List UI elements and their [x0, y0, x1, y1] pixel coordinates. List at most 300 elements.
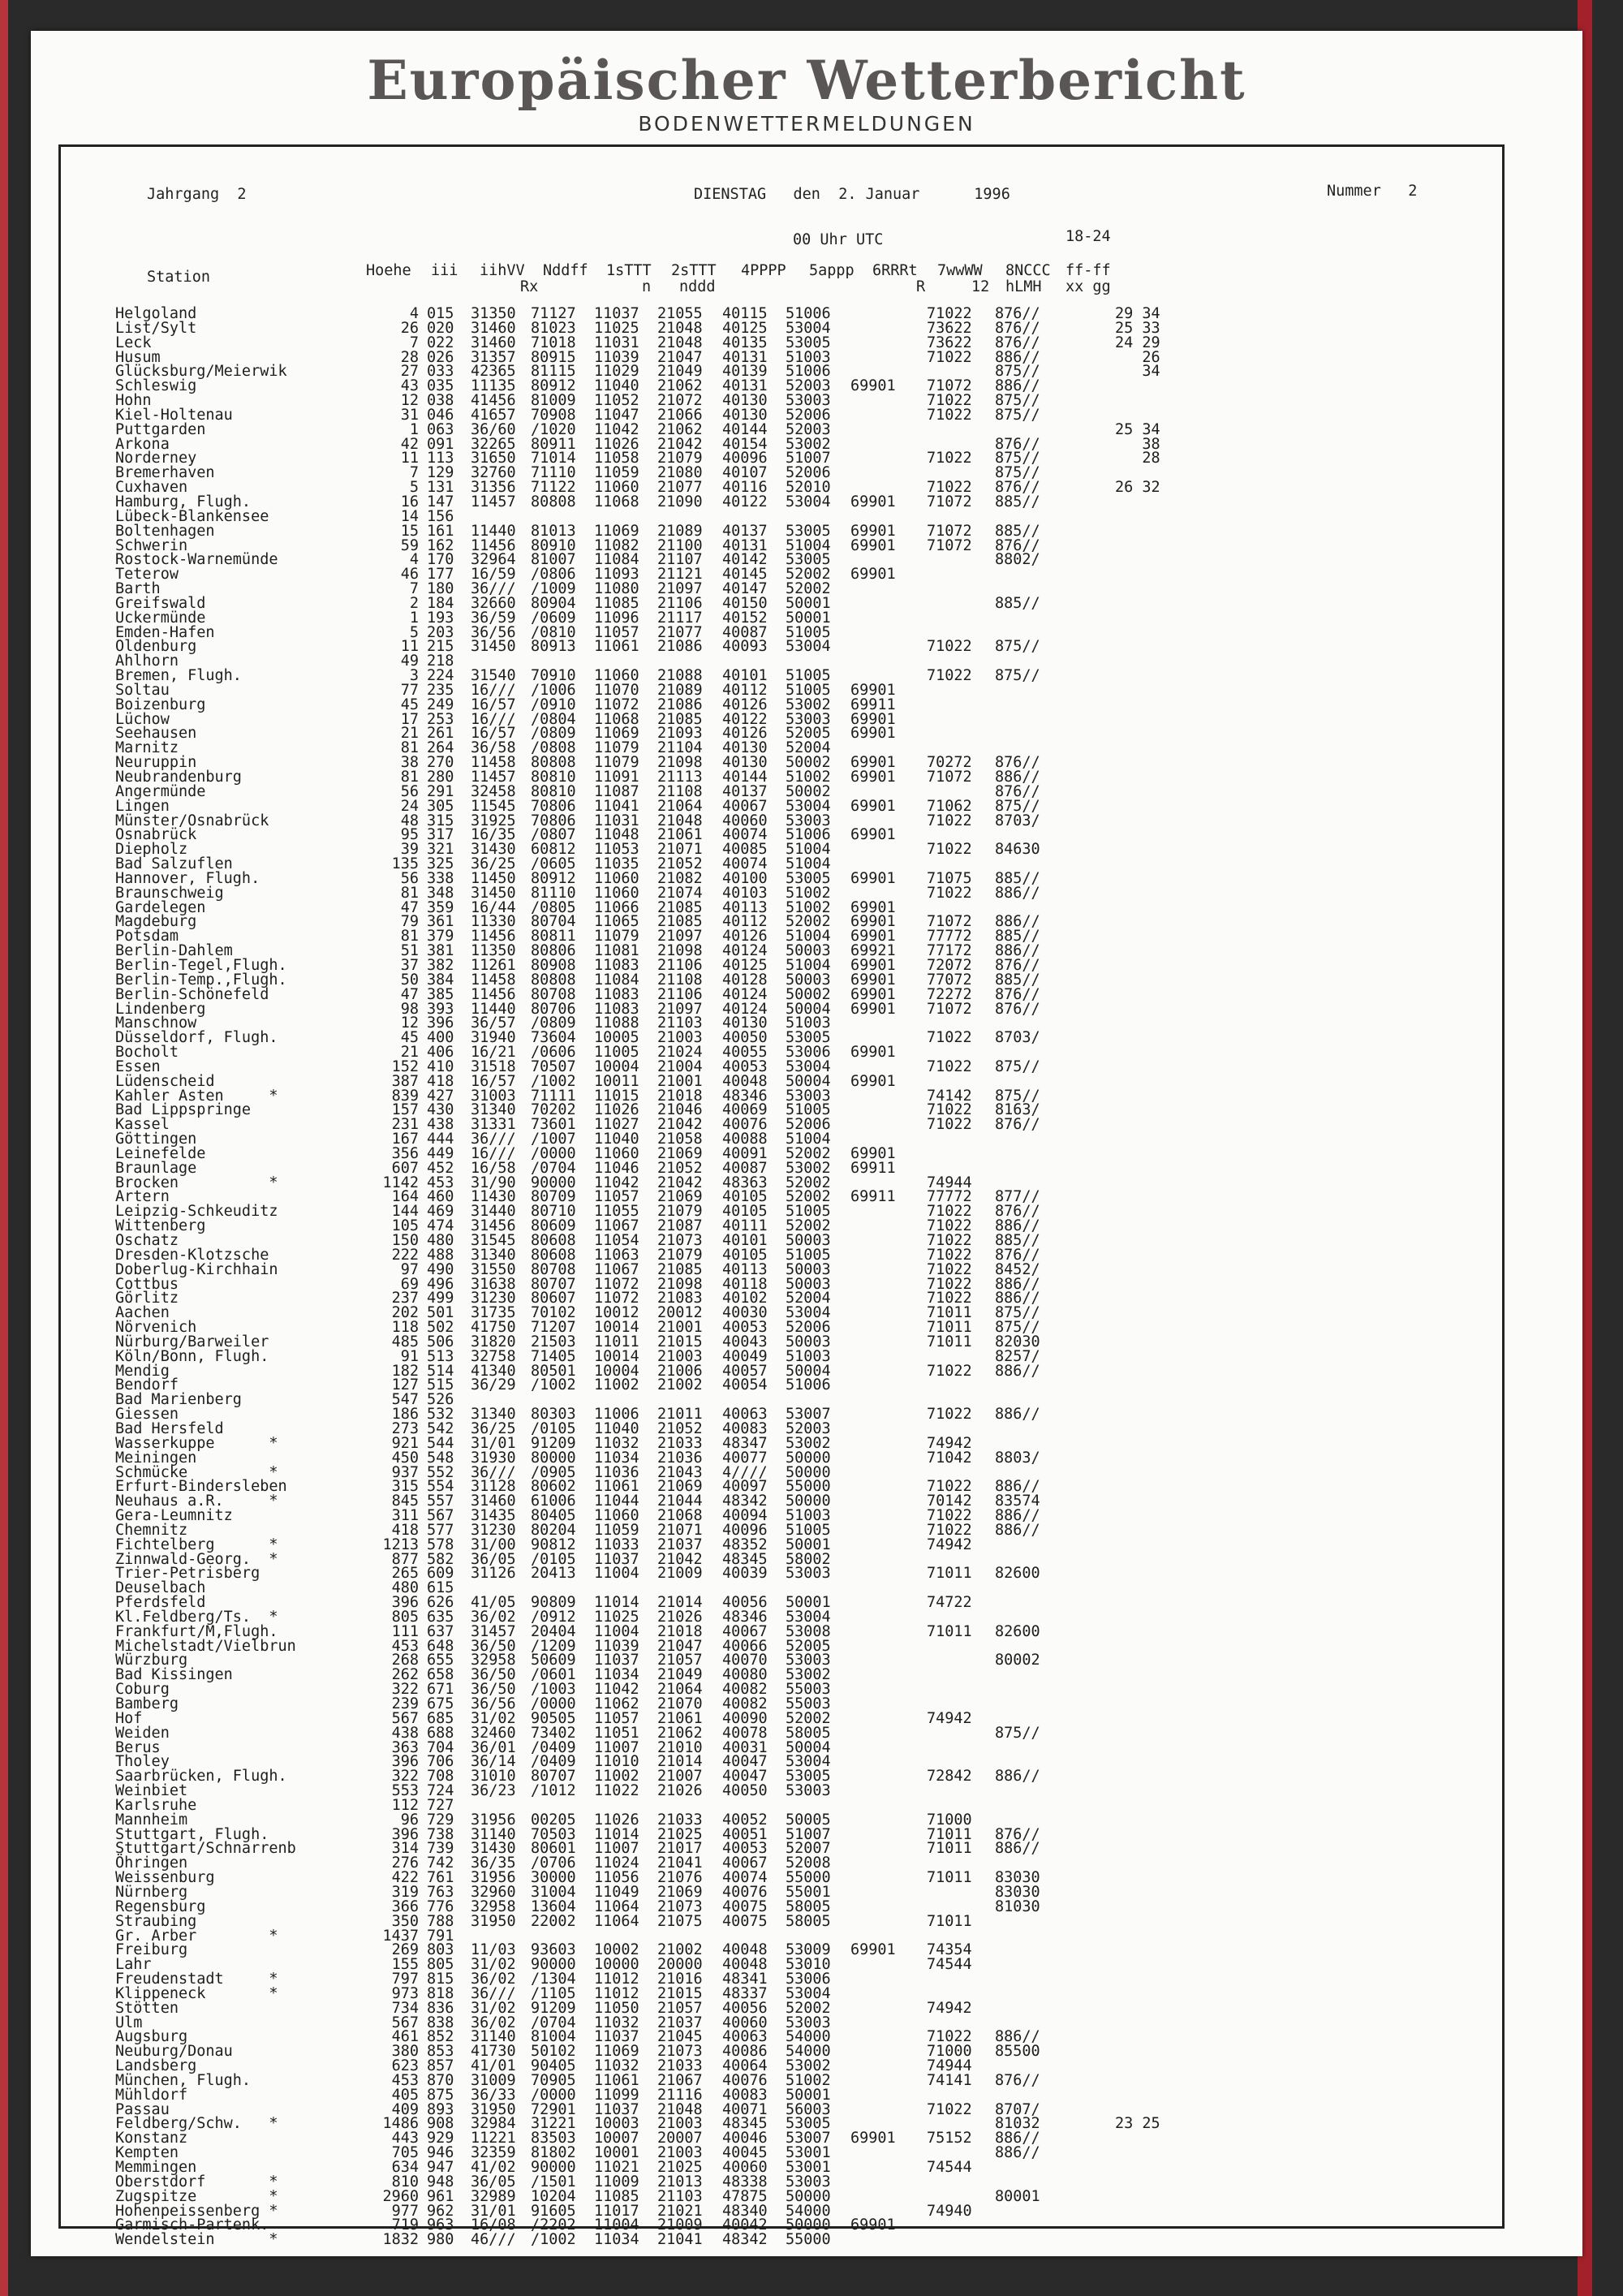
nccc8: 876// — [995, 435, 1040, 453]
iihvv: 31357 — [471, 348, 516, 366]
nddff: 30000 — [531, 1869, 576, 1887]
col-7wwww: 7wwWW — [937, 262, 983, 279]
station-name: Leipzig-Schkeuditz — [115, 1203, 278, 1221]
iihvv: 16/59 — [471, 566, 516, 584]
appp5: 52003 — [786, 377, 831, 395]
pppp4: 48346 — [722, 1087, 768, 1105]
sttt1: 11054 — [594, 1232, 639, 1249]
sttt1: 11068 — [594, 493, 639, 510]
station-name: Teterow — [115, 566, 179, 584]
appp5: 52008 — [786, 1854, 831, 1872]
nccc8: 885// — [995, 522, 1040, 540]
pppp4: 40097 — [722, 1478, 768, 1496]
sttt1: 11057 — [594, 1709, 639, 1727]
appp5: 52006 — [786, 464, 831, 482]
appp5: 51004 — [786, 1131, 831, 1148]
appp5: 53003 — [786, 2014, 831, 2031]
wwww7: 71022 — [927, 1478, 972, 1496]
iii: 671 — [427, 1681, 454, 1699]
iihvv: 41/02 — [471, 2159, 516, 2176]
wwww7: 71022 — [927, 841, 972, 859]
iihvv: 32460 — [471, 1724, 516, 1742]
station-name: Schleswig — [115, 377, 197, 395]
sttt1: 11083 — [594, 956, 639, 974]
nddff: /0601 — [531, 1666, 576, 1684]
appp5: 53005 — [786, 551, 831, 569]
sttt1: 11067 — [594, 1217, 639, 1235]
nccc8: 82030 — [995, 1333, 1040, 1350]
appp5: 53003 — [786, 710, 831, 728]
iihvv: 36/// — [471, 1984, 516, 2002]
nddff: /1012 — [531, 1782, 576, 1800]
nccc8: 876// — [995, 1246, 1040, 1264]
iihvv: 31340 — [471, 1246, 516, 1264]
sttt2: 21037 — [657, 2014, 703, 2031]
nddff: 80810 — [531, 782, 576, 800]
appp5: 53002 — [786, 2057, 831, 2075]
nddff: 90812 — [531, 1536, 576, 1553]
appp5: 50004 — [786, 1000, 831, 1018]
iihvv: 31540 — [471, 667, 516, 685]
nccc8: 84630 — [995, 841, 1040, 859]
sttt1: 11069 — [594, 2043, 639, 2061]
sttt2: 21042 — [657, 435, 703, 453]
station-name: Gera-Leumnitz — [115, 1507, 233, 1525]
appp5: 53003 — [786, 392, 831, 410]
pppp4: 40042 — [722, 2216, 768, 2234]
iihvv: 11221 — [471, 2130, 516, 2147]
wwww7: 71072 — [927, 769, 972, 786]
station-name: Stuttgart/Schnarrenb — [115, 1840, 296, 1858]
iii: 803 — [427, 1941, 454, 1959]
sttt1: 11014 — [594, 1825, 639, 1843]
sttt1: 11040 — [594, 1131, 639, 1148]
rrrt6: 69901 — [850, 681, 896, 699]
sttt2: 21083 — [657, 1290, 703, 1307]
sttt1: 11039 — [594, 1637, 639, 1655]
nddff: 90505 — [531, 1709, 576, 1727]
rrrt6: 69901 — [850, 869, 896, 887]
sttt2: 21079 — [657, 450, 703, 467]
station-name: Giessen — [115, 1406, 179, 1424]
height: 167 — [391, 1131, 419, 1148]
sttt2: 21049 — [657, 363, 703, 381]
iii: 264 — [427, 739, 454, 757]
nccc8: 885// — [995, 493, 1040, 510]
wwww7: 71072 — [927, 493, 972, 510]
iihvv: 36/60 — [471, 420, 516, 438]
nccc8: 875// — [995, 1087, 1040, 1105]
iihvv: 36/05 — [471, 2173, 516, 2190]
appp5: 51007 — [786, 450, 831, 467]
iihvv: 31435 — [471, 1507, 516, 1525]
rrrt6: 69901 — [850, 928, 896, 946]
height: 973 — [391, 1984, 419, 2002]
height: 45 — [400, 1029, 419, 1047]
nddff: 71111 — [531, 1087, 576, 1105]
col-6rrrt-sub: R — [916, 278, 926, 295]
wwww7: 77072 — [927, 971, 972, 989]
rrrt6: 69901 — [850, 536, 896, 554]
station-name: Gr. Arber * — [115, 1927, 278, 1945]
nccc8: 875// — [995, 363, 1040, 381]
sttt2: 21003 — [657, 2144, 703, 2162]
sttt1: 10012 — [594, 1304, 639, 1322]
station-name: Kempten — [115, 2144, 179, 2162]
sttt1: 11024 — [594, 1854, 639, 1872]
iihvv: 11450 — [471, 869, 516, 887]
iihvv: 31440 — [471, 1203, 516, 1221]
appp5: 50002 — [786, 985, 831, 1003]
station-name: Bad Kissingen — [115, 1666, 233, 1684]
iihvv: 31550 — [471, 1260, 516, 1278]
sttt2: 21057 — [657, 1652, 703, 1669]
pppp4: 4//// — [722, 1463, 768, 1481]
appp5: 53003 — [786, 1087, 831, 1105]
iihvv: 31230 — [471, 1521, 516, 1539]
appp5: 51005 — [786, 1203, 831, 1221]
sttt2: 21041 — [657, 1854, 703, 1872]
height: 152 — [391, 1058, 419, 1075]
nddff: 80608 — [531, 1232, 576, 1249]
sttt2: 21048 — [657, 319, 703, 337]
nddff: 80808 — [531, 493, 576, 510]
pppp4: 40051 — [722, 1825, 768, 1843]
sttt1: 11014 — [594, 1594, 639, 1612]
station-name: Diepholz — [115, 841, 188, 859]
height: 47 — [400, 985, 419, 1003]
nddff: 70102 — [531, 1304, 576, 1322]
sttt1: 11055 — [594, 1203, 639, 1221]
sttt2: 21103 — [657, 1014, 703, 1032]
appp5: 50000 — [786, 1493, 831, 1510]
iihvv: 31350 — [471, 305, 516, 322]
height: 1 — [409, 420, 419, 438]
iihvv: 11135 — [471, 377, 516, 395]
nccc8: 885// — [995, 971, 1040, 989]
height: 734 — [391, 1999, 419, 2017]
iii: 449 — [427, 1144, 454, 1162]
iii: 908 — [427, 2115, 454, 2133]
nccc8: 886// — [995, 1840, 1040, 1858]
nccc8: 886// — [995, 1406, 1040, 1424]
nddff: /1007 — [531, 1131, 576, 1148]
appp5: 58005 — [786, 1898, 831, 1915]
station-name: Kassel — [115, 1116, 170, 1134]
appp5: 51004 — [786, 536, 831, 554]
pppp4: 40076 — [722, 2071, 768, 2089]
iihvv: 36/14 — [471, 1753, 516, 1771]
ff-gust: 25 34 — [1115, 420, 1160, 438]
nddff: 80913 — [531, 638, 576, 656]
station-name: Michelstadt/Vielbrun — [115, 1637, 296, 1655]
height: 977 — [391, 2202, 419, 2220]
height: 453 — [391, 1637, 419, 1655]
iii: 317 — [427, 826, 454, 844]
nccc8: 886// — [995, 1521, 1040, 1539]
sttt1: 11040 — [594, 1419, 639, 1437]
sttt2: 21071 — [657, 1521, 703, 1539]
sttt2: 21010 — [657, 1738, 703, 1756]
nddff: 73601 — [531, 1116, 576, 1134]
wwww7: 71011 — [927, 1565, 972, 1583]
nddff: 71018 — [531, 334, 576, 351]
iii: 496 — [427, 1275, 454, 1293]
document-page — [31, 31, 1582, 2256]
sttt1: 11057 — [594, 623, 639, 641]
height: 634 — [391, 2159, 419, 2176]
appp5: 51004 — [786, 855, 831, 873]
appp5: 53007 — [786, 1406, 831, 1424]
pppp4: 40070 — [722, 1652, 768, 1669]
station-name: Kahler Asten * — [115, 1087, 278, 1105]
station-name: Karlsruhe — [115, 1796, 197, 1814]
appp5: 50001 — [786, 1594, 831, 1612]
iihvv: 32660 — [471, 594, 516, 612]
pppp4: 40131 — [722, 348, 768, 366]
iii: 929 — [427, 2130, 454, 2147]
col-iii: iii — [431, 262, 458, 279]
height: 164 — [391, 1188, 419, 1206]
wwww7: 74942 — [927, 1536, 972, 1553]
wwww7: 74942 — [927, 1999, 972, 2017]
iii: 480 — [427, 1232, 454, 1249]
height: 450 — [391, 1449, 419, 1467]
nddff: 70806 — [531, 812, 576, 829]
height: 182 — [391, 1362, 419, 1380]
sttt2: 21085 — [657, 1260, 703, 1278]
appp5: 53005 — [786, 522, 831, 540]
iihvv: 36/50 — [471, 1637, 516, 1655]
appp5: 53003 — [786, 812, 831, 829]
sttt2: 21016 — [657, 1971, 703, 1988]
height: 311 — [391, 1507, 419, 1525]
iii: 156 — [427, 507, 454, 525]
nddff: 70503 — [531, 1825, 576, 1843]
pppp4: 40063 — [722, 2028, 768, 2046]
sttt1: 11005 — [594, 1044, 639, 1062]
appp5: 53005 — [786, 869, 831, 887]
station-name: Augsburg — [115, 2028, 188, 2046]
sttt2: 21080 — [657, 464, 703, 482]
pppp4: 40142 — [722, 551, 768, 569]
station-name: Köln/Bonn, Flugh. — [115, 1347, 269, 1365]
height: 105 — [391, 1217, 419, 1235]
col-1sttt: 1sTTT — [606, 262, 652, 279]
sttt1: 11037 — [594, 1652, 639, 1669]
station-name: Berlin-Dahlem — [115, 942, 233, 960]
iii: 063 — [427, 420, 454, 438]
nddff: 60812 — [531, 841, 576, 859]
iihvv: 16/57 — [471, 696, 516, 713]
appp5: 52006 — [786, 406, 831, 424]
station-name: Zinnwald-Georg. * — [115, 1550, 278, 1568]
iihvv: 11456 — [471, 985, 516, 1003]
nddff: /1501 — [531, 2173, 576, 2190]
height: 47 — [400, 898, 419, 916]
wwww7: 74942 — [927, 1709, 972, 1727]
nddff: 80707 — [531, 1275, 576, 1293]
sttt2: 21098 — [657, 754, 703, 772]
height: 845 — [391, 1493, 419, 1510]
page-subtitle: BODENWETTERMELDUNGEN — [638, 112, 975, 136]
pppp4: 40080 — [722, 1666, 768, 1684]
col-2sttt-sub: nddd — [679, 278, 716, 295]
iihvv: 31/00 — [471, 1536, 516, 1553]
iihvv: 41730 — [471, 2043, 516, 2061]
station-name: Berus — [115, 1738, 161, 1756]
iihvv: 16/58 — [471, 1159, 516, 1177]
iii: 170 — [427, 551, 454, 569]
iii: 963 — [427, 2216, 454, 2234]
sttt1: 11068 — [594, 710, 639, 728]
station-name: Görlitz — [115, 1290, 179, 1307]
iihvv: 16/21 — [471, 1044, 516, 1062]
nccc8: 886// — [995, 2028, 1040, 2046]
appp5: 50003 — [786, 1260, 831, 1278]
iihvv: 31340 — [471, 1101, 516, 1119]
station-name: Kl.Feldberg/Ts. * — [115, 1608, 278, 1626]
page-title: Europäischer Wetterbericht — [367, 49, 1246, 112]
iii: 946 — [427, 2144, 454, 2162]
sttt1: 11004 — [594, 1565, 639, 1583]
height: 98 — [400, 1000, 419, 1018]
appp5: 52006 — [786, 1319, 831, 1337]
pppp4: 48363 — [722, 1174, 768, 1191]
iii: 249 — [427, 696, 454, 713]
height: 7 — [409, 464, 419, 482]
appp5: 51005 — [786, 667, 831, 685]
sttt1: 11042 — [594, 1174, 639, 1191]
station-name: Leinefelde — [115, 1144, 206, 1162]
sttt1: 11061 — [594, 2071, 639, 2089]
pppp4: 40076 — [722, 1883, 768, 1901]
nddff: /0910 — [531, 696, 576, 713]
sttt2: 21085 — [657, 913, 703, 931]
station-name: Hof — [115, 1709, 143, 1727]
sttt2: 21007 — [657, 1768, 703, 1786]
sttt1: 11046 — [594, 1159, 639, 1177]
iii: 635 — [427, 1608, 454, 1626]
iihvv: 16/08 — [471, 2216, 516, 2234]
iihvv: 11440 — [471, 522, 516, 540]
nddff: /1003 — [531, 1681, 576, 1699]
station-name: Boltenhagen — [115, 522, 215, 540]
iihvv: 11457 — [471, 493, 516, 510]
pppp4: 40118 — [722, 1275, 768, 1293]
iii: 338 — [427, 869, 454, 887]
sttt2: 21079 — [657, 1246, 703, 1264]
sttt2: 21113 — [657, 769, 703, 786]
height: 69 — [400, 1275, 419, 1293]
sttt2: 21082 — [657, 869, 703, 887]
iihvv: 11/03 — [471, 1941, 516, 1959]
sttt2: 21052 — [657, 1419, 703, 1437]
iihvv: 11430 — [471, 1188, 516, 1206]
wwww7: 74944 — [927, 2057, 972, 2075]
nddff: /0000 — [531, 1695, 576, 1712]
iii: 474 — [427, 1217, 454, 1235]
wwww7: 71022 — [927, 305, 972, 322]
wwww7: 71011 — [927, 1869, 972, 1887]
height: 2960 — [382, 2187, 419, 2205]
station-name: Lüchow — [115, 710, 170, 728]
height: 366 — [391, 1898, 419, 1915]
nccc8: 886// — [995, 1478, 1040, 1496]
sttt2: 21047 — [657, 1637, 703, 1655]
iihvv: 31450 — [471, 884, 516, 902]
sttt2: 21033 — [657, 1811, 703, 1829]
sttt1: 11004 — [594, 1622, 639, 1640]
sttt2: 21116 — [657, 2086, 703, 2104]
col-nddff: Nddff — [543, 262, 588, 279]
sttt1: 11059 — [594, 1521, 639, 1539]
iii: 321 — [427, 841, 454, 859]
sttt1: 11060 — [594, 667, 639, 685]
wwww7: 71022 — [927, 479, 972, 497]
nccc8: 885// — [995, 928, 1040, 946]
appp5: 53002 — [786, 696, 831, 713]
pppp4: 40093 — [722, 638, 768, 656]
col-1sttt-sub: n — [642, 278, 652, 295]
height: 231 — [391, 1116, 419, 1134]
pppp4: 40130 — [722, 739, 768, 757]
sttt1: 11006 — [594, 1406, 639, 1424]
nddff: 80501 — [531, 1362, 576, 1380]
iihvv: 31460 — [471, 334, 516, 351]
station-name: Brocken * — [115, 1174, 278, 1191]
station-name: Bendorf — [115, 1376, 179, 1394]
col-iihvv-sub: Rx — [520, 278, 539, 295]
pppp4: 40047 — [722, 1753, 768, 1771]
height: 396 — [391, 1594, 419, 1612]
nddff: 50102 — [531, 2043, 576, 2061]
appp5: 52004 — [786, 1290, 831, 1307]
iii: 147 — [427, 493, 454, 510]
sttt1: 11058 — [594, 450, 639, 467]
wwww7: 74544 — [927, 1956, 972, 1974]
nddff: 00205 — [531, 1811, 576, 1829]
pppp4: 40053 — [722, 1840, 768, 1858]
pppp4: 40107 — [722, 464, 768, 482]
appp5: 53003 — [786, 1652, 831, 1669]
station-name: Doberlug-Kirchhain — [115, 1260, 278, 1278]
wwww7: 70142 — [927, 1493, 972, 1510]
nddff: /0000 — [531, 1144, 576, 1162]
sttt2: 21106 — [657, 985, 703, 1003]
iii: 113 — [427, 450, 454, 467]
iii: 727 — [427, 1796, 454, 1814]
pppp4: 40126 — [722, 725, 768, 743]
iii: 361 — [427, 913, 454, 931]
station-name: Oberstdorf * — [115, 2173, 278, 2190]
sttt1: 11072 — [594, 696, 639, 713]
iii: 131 — [427, 479, 454, 497]
station-name: München, Flugh. — [115, 2071, 252, 2089]
pppp4: 40074 — [722, 855, 768, 873]
appp5: 52005 — [786, 1637, 831, 1655]
date-line: DIENSTAG den 2. Januar 1996 — [694, 186, 1010, 203]
height: 322 — [391, 1681, 419, 1699]
iihvv: 36/02 — [471, 1608, 516, 1626]
iihvv: 32359 — [471, 2144, 516, 2162]
pppp4: 48338 — [722, 2173, 768, 2190]
pppp4: 40071 — [722, 2100, 768, 2118]
iii: 129 — [427, 464, 454, 482]
pppp4: 40131 — [722, 536, 768, 554]
station-name: Artern — [115, 1188, 170, 1206]
iihvv: 36/25 — [471, 855, 516, 873]
